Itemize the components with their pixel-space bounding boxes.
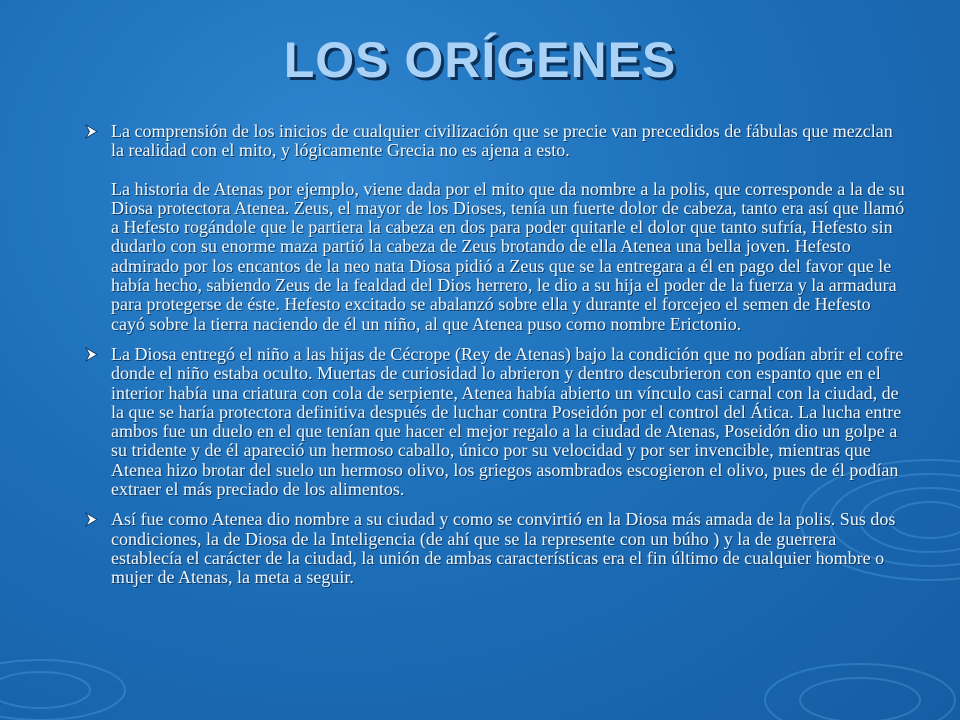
arrow-bullet-icon: [84, 511, 98, 528]
bullet-text: Así fue como Atenea dio nombre a su ciudad y como se convirtió en la Diosa más amada de la polis. Sus dos condiciones, la de Diosa de la Inteligencia (de ahí que se la represente con un búho ) y la de guerrera establecía el carácter de la ciudad, la unión de ambas características era el fin último de cualquier hombre o mujer de Atenas, la meta a seguir.: [111, 509, 896, 588]
slide-body: [84, 122, 906, 599]
arrow-bullet-icon: [84, 123, 98, 140]
bullet-text: La comprensión de los inicios de cualquier civilización que se precie van precedidos de fábulas que mezclan la realidad con el mito, y lógicamente Grecia no es ajena a esto.: [111, 121, 893, 161]
bullet-text: La historia de Atenas por ejemplo, viene dada por el mito que da nombre a la polis, que corresponde a la de su Diosa protectora Atenea. Zeus, el mayor de los Dioses, tenía un fuerte dolor de cabeza, tanto era así que llamó a Hefesto rogándole que le partiera la cabeza en dos para poder quitarle el dolor que tanto sufría, Hefesto sin dudarlo con su enorme maza partió la cabeza de Zeus brotando de ella Atenea una bella joven. Hefesto admirado por los encantos de la neo nata Diosa pidió a Zeus que se la entregara a él en pago del favor que le había hecho, sabiendo Zeus de la fealdad del Dios herrero, le dio a su hija el poder de la fuerza y la armadura para protegerse de éste. Hefesto excitado se abalanzó sobre ella y durante el forcejeo el semen de Hefesto cayó sobre la tierra naciendo de él un niño, al que Atenea puso como nombre Erictonio.: [111, 178, 905, 334]
bullet-item: [84, 345, 906, 499]
bullet-item: [84, 510, 906, 587]
bullet-item: [84, 122, 906, 334]
bullet-text: La Diosa entregó el niño a las hijas de Cécrope (Rey de Atenas) bajo la condición que no podían abrir el cofre donde el niño estaba oculto. Muertas de curiosidad lo abrieron y dentro descubrieron con espanto que en el interior había una criatura con cola de serpiente, Atenea había abierto un vínculo casi carnal con la ciudad, de la que se haría protectora definitiva después de luchar contra Poseidón por el control del Ática. La lucha entre ambos fue un duelo en el que tenían que hacer el mejor regalo a la ciudad de Atenas, Poseidón dio un golpe a su tridente y de él apareció un hermoso caballo, único por su velocidad y por ser invencible, mientras que Atenea hizo brotar del suelo un hermoso olivo, los griegos asombrados escogieron el olivo, pues de él podían extraer el más preciado de los alimentos.: [111, 343, 904, 500]
arrow-bullet-icon: [84, 346, 98, 363]
slide-title: LOS ORÍGENES: [283, 32, 677, 88]
